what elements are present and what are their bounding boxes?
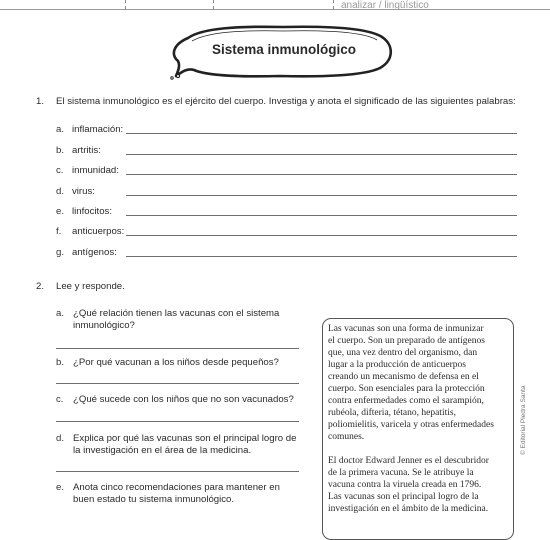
answer-line[interactable] [56,383,299,384]
question-line: ¿Qué relación tienen las vacunas con el sistema [73,308,280,319]
answer-line[interactable] [126,256,517,257]
info-line: contra enfermedades como el sarampión, [328,396,484,406]
question-number: 2. [36,281,45,292]
item-letter: c. [56,165,64,176]
answer-line[interactable] [56,421,299,422]
answer-line[interactable] [126,154,517,155]
info-line: de la primera vacuna. Se le atribuye la [328,468,474,478]
term-label: anticuerpos: [72,226,125,237]
skill-label: analizar / lingüístico [341,0,429,11]
question-text: Lee y responde. [56,281,125,292]
question-number: 1. [36,96,45,107]
info-paragraph-1 [328,323,513,443]
term-label: inmunidad: [72,165,119,176]
question-text: El sistema inmunológico es el ejército del cuerpo. Investiga y anota el significado de las siguientes palabras: [56,96,516,107]
info-line: poliomielitis, varicela y otras enfermedades [328,420,494,430]
info-line: rubéola, difteria, tétano, hepatitis, [328,408,456,418]
question-line: ¿Por qué vacunan a los niños desde pequeños? [73,357,279,368]
info-line: Las vacunas son una forma de inmunizar [328,324,484,334]
info-line: El doctor Edward Jenner es el descubridor [328,456,489,466]
question-line: Explica por qué las vacunas son el principal logro de [73,433,297,444]
info-line: que, una vez dentro del organismo, dan [328,348,478,358]
question-line: Anota cinco recomendaciones para mantener en [73,482,280,493]
term-label: artritis: [72,145,101,156]
term-label: linfocitos: [72,206,112,217]
page-title: Sistema inmunológico [211,42,357,57]
item-letter: c. [56,394,64,405]
answer-line[interactable] [126,235,517,236]
item-letter: b. [56,357,65,368]
item-letter: a. [56,308,65,319]
item-letter: d. [56,186,65,197]
question-line: inmunológico? [73,320,135,331]
info-line: comunes. [328,432,365,442]
question-line: la investigación en el área de la medicina. [73,445,252,456]
header-divider [125,0,126,9]
answer-line[interactable] [56,348,299,349]
header-rule [0,9,550,10]
item-letter: e. [56,482,65,493]
info-line: el cuerpo. Son un preparado de antígenos [328,336,485,346]
info-line: vacuna contra la viruela creada en 1796. [328,480,482,490]
info-paragraph-2 [328,455,513,515]
term-label: virus: [72,186,95,197]
header-divider [213,0,214,9]
term-label: antígenos: [72,247,117,258]
header-divider [333,0,334,9]
item-letter: g. [56,247,65,258]
item-letter: f. [56,226,62,237]
info-line: Las vacunas son el principal logro de la [328,492,479,502]
answer-line[interactable] [126,174,517,175]
answer-line[interactable] [56,471,299,472]
question-line: buen estado tu sistema inmunológico. [73,494,235,505]
item-letter: e. [56,206,65,217]
term-label: inflamación: [72,124,124,135]
info-line: cuerpo. Son esenciales para la protección [328,384,485,394]
item-letter: d. [56,433,65,444]
info-line: investigación en el ámbito de la medicina. [328,504,489,514]
info-line: lugar a la producción de anticuerpos [328,360,466,370]
item-letter: b. [56,145,65,156]
info-line: creando un mecanismo de defensa en el [328,372,479,382]
answer-line[interactable] [126,133,517,134]
question-line: ¿Qué sucede con los niños que no son vacunados? [73,394,294,405]
answer-line[interactable] [126,215,517,216]
publisher-credit: © Editorial Piedra Santa [520,385,527,455]
answer-line[interactable] [126,195,517,196]
item-letter: a. [56,124,65,135]
